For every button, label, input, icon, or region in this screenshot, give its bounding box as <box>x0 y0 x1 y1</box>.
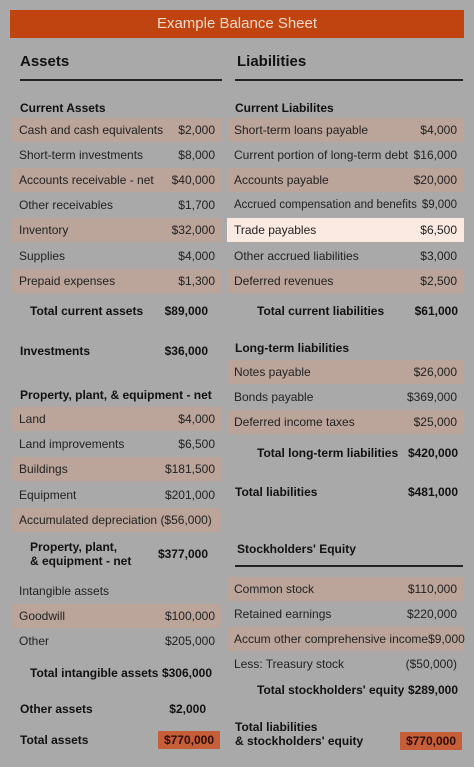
other-assets-row: Other assets $2,000 <box>20 702 206 716</box>
table-row: Accounts receivable - net $40,000 <box>12 168 222 192</box>
total-liabilities-equity-value: $770,000 <box>400 732 462 750</box>
table-row: Other $205,000 <box>19 634 215 648</box>
table-row: Other receivables $1,700 <box>19 198 215 212</box>
table-row: Accum other comprehensive income $9,000 <box>227 627 464 651</box>
liabilities-rule <box>235 79 463 81</box>
assets-column <box>12 0 222 767</box>
total-assets-value: $770,000 <box>158 731 220 749</box>
table-row: Deferred revenues $2,500 <box>227 269 464 293</box>
total-current-assets: Total current assets $89,000 <box>30 304 208 318</box>
long-term-liabilities-label: Long-term liabilities <box>235 341 350 355</box>
table-row: Cash and cash equivalents $2,000 <box>12 118 222 142</box>
total-liabilities-row: Total liabilities $481,000 <box>235 485 458 499</box>
table-row: Goodwill $100,000 <box>12 604 222 628</box>
table-row: Bonds payable $369,000 <box>234 390 457 404</box>
table-row: Land improvements $6,500 <box>19 437 215 451</box>
table-row: Less: Treasury stock ($50,000) <box>234 657 457 671</box>
equity-rule <box>235 565 463 567</box>
table-row: Short-term investments $8,000 <box>19 148 215 162</box>
table-row: Common stock $110,000 <box>227 577 464 601</box>
table-row: Accounts payable $20,000 <box>227 168 464 192</box>
liabilities-column <box>227 0 464 767</box>
page-title: Example Balance Sheet <box>10 10 464 38</box>
total-long-term-liabilities: Total long-term liabilities $420,000 <box>257 446 458 460</box>
table-row: Inventory $32,000 <box>12 218 222 242</box>
ppe-label: Property, plant, & equipment - net <box>20 388 212 402</box>
table-row: Land $4,000 <box>12 407 222 431</box>
table-row: Deferred income taxes $25,000 <box>227 410 464 434</box>
table-row-highlighted: Trade payables $6,500 <box>227 218 464 242</box>
total-assets-row: Total assets $770,000 <box>12 731 222 749</box>
table-row: Current portion of long-term debt $16,000 <box>234 148 457 162</box>
table-row: Supplies $4,000 <box>19 249 215 263</box>
table-row: Prepaid expenses $1,300 <box>12 269 222 293</box>
total-stockholders-equity: Total stockholders' equity $289,000 <box>257 683 458 697</box>
table-row: Other accrued liabilities $3,000 <box>234 249 457 263</box>
table-row: Buildings $181,500 <box>12 457 222 481</box>
total-current-liabilities: Total current liabilities $61,000 <box>257 304 458 318</box>
intangible-assets-label: Intangible assets <box>19 584 110 598</box>
total-intangible-assets: Total intangible assets $306,000 <box>30 666 212 680</box>
liabilities-heading: Liabilities <box>237 53 307 70</box>
table-row: Equipment $201,000 <box>19 488 215 502</box>
current-liabilities-label: Current Liabilites <box>235 101 334 115</box>
investments-row: Investments $36,000 <box>20 344 208 358</box>
total-ppe: Property, plant, & equipment - net $377,000 <box>30 540 208 568</box>
assets-rule <box>20 79 222 81</box>
table-row: Retained earnings $220,000 <box>234 607 457 621</box>
table-row: Notes payable $26,000 <box>227 360 464 384</box>
total-liabilities-equity-row: Total liabilities & stockholders' equity $770,000 <box>227 718 464 750</box>
table-row: Accrued compensation and benefits $9,000 <box>234 199 457 211</box>
current-assets-label: Current Assets <box>20 101 106 115</box>
equity-heading: Stockholders' Equity <box>237 542 356 556</box>
table-row: Accumulated depreciation ($56,000) <box>12 508 222 532</box>
table-row: Short-term loans payable $4,000 <box>227 118 464 142</box>
assets-heading: Assets <box>20 53 70 70</box>
